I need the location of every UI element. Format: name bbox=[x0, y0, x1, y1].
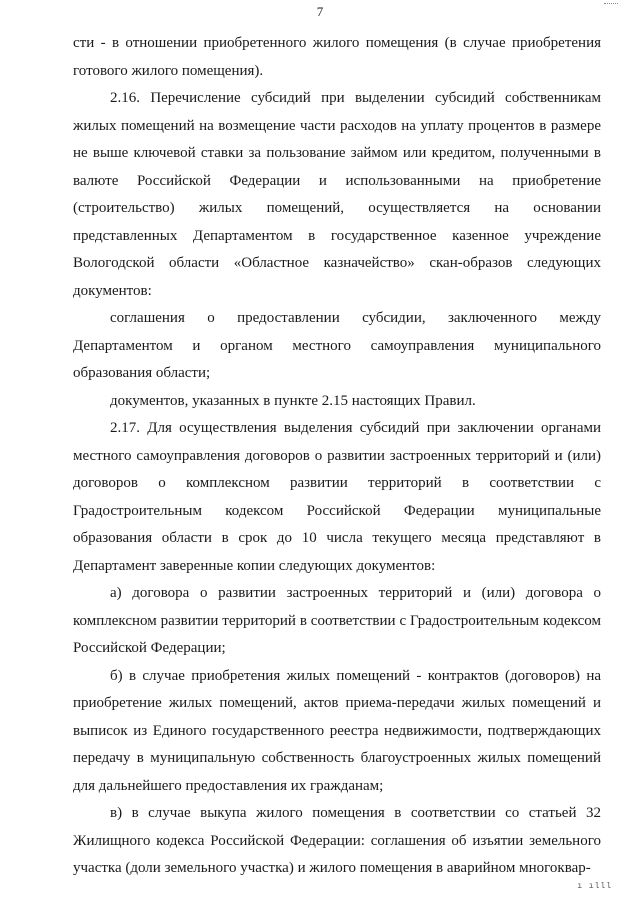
paragraph-item-b: б) в случае приобретения жилых помещений - контрактов (договоров) на приобретение жилых помещений, актов приема-передачи жилых помещений и выписок из Единого государственного реестра недвижимости, подтверждающих передачу в муниципальную собственность благоустроенных жилых помещений для дальнейшего предоставления их гражданам; bbox=[73, 667, 601, 794]
paragraph-documents: документов, указанных в пункте 2.15 настоящих Правил. bbox=[110, 392, 476, 409]
paragraph-agreement: соглашения о предоставлении субсидии, заключенного между Департаментом и органом местного самоуправления муниципального образования области; bbox=[73, 310, 601, 381]
paragraph-2-16: 2.16. Перечисление субсидий при выделении субсидий собственникам жилых помещений на возмещение части расходов на уплату процентов в размере не выше ключевой ставки за пользование займом или кредитом, полученными в валюте Российской Федерации и использованными на приобретение (строительство) жилых помещений, осуществляется на основании представленных Департаментом в государственное казенное учреждение Вологодской области «Областное казначейство» скан-образов следующих документов: bbox=[73, 90, 601, 299]
page-number: 7 bbox=[316, 4, 324, 19]
paragraph-item-v: в) в случае выкупа жилого помещения в соответствии со статьей 32 Жилищного кодекса Российской Федерации: соглашения об изъятии земельного участка (доли земельного участка) и жилого помещения в аварийном многоквар- bbox=[73, 805, 601, 876]
paragraph-continuation: сти - в отношении приобретенного жилого помещения (в случае приобретения готового жилого помещения). bbox=[73, 35, 601, 79]
document-body bbox=[73, 30, 601, 883]
paragraph-2-17: 2.17. Для осуществления выделения субсидий при заключении органами местного самоуправления договоров о развитии застроенных территорий и (или) договоров о комплексном развитии территорий в соответствии с Градостроительным кодексом Российской Федерации муниципальные образования области в срок до 10 числа текущего месяца представляют в Департамент заверенные копии следующих документов: bbox=[73, 420, 601, 574]
paragraph-item-a: а) договора о развитии застроенных территорий и (или) договора о комплексном развитии территорий в соответствии с Градостроительным кодексом Российской Федерации; bbox=[73, 585, 601, 656]
scan-barcode-mark: ı ılll bbox=[577, 882, 612, 891]
